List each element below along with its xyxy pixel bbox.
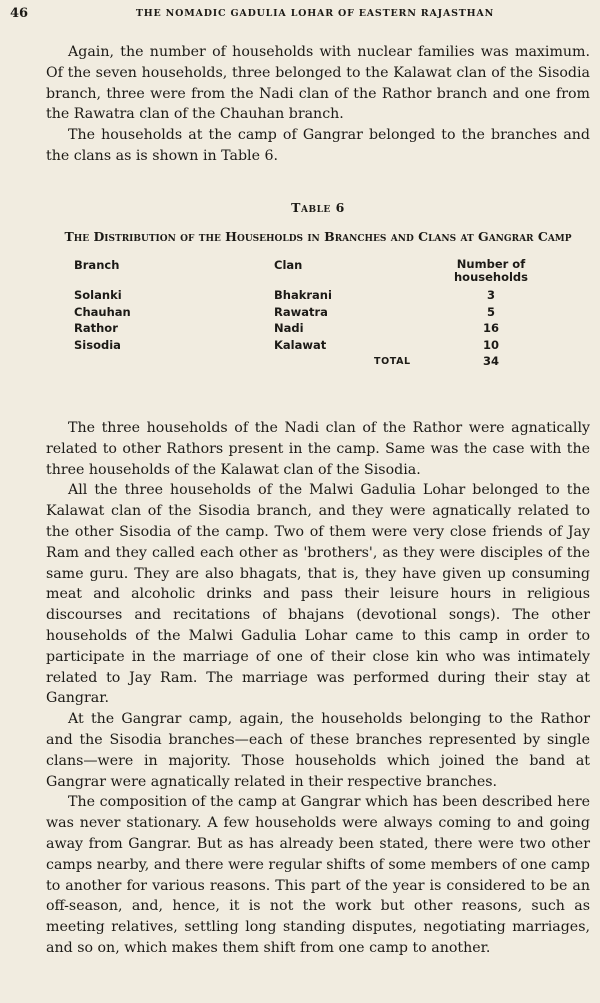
cell-clan: Nadi xyxy=(274,321,304,335)
page-header xyxy=(10,6,590,22)
cell-branch: Rathor xyxy=(74,321,118,335)
paragraph: All the three households of the Malwi Gadulia Lohar belonged to the Kalawat clan of the Sisodia branch, and they were agnatically related to the other Sisodia of the camp. Two of them were very close friends of Jay Ram and they called each other as 'brothers', as they were disciples of the same guru. They are also bhagats, that is, they have given up consuming meat and alcoholic drinks and pass their leisure hours in religious discourses and recitations of bhajans (devotional songs). The other households of the Malwi Gadulia Lohar came to this camp in order to participate in the marriage of one of their close kin who was intimately related to Jay Ram. The marriage was performed during their stay at Gangrar. xyxy=(46,482,590,707)
table-row xyxy=(46,338,590,355)
top-text xyxy=(46,42,590,167)
table-label: Table 6 xyxy=(291,200,345,215)
table-6 xyxy=(46,200,590,370)
cell-number: 5 xyxy=(486,304,495,319)
cell-branch: Sisodia xyxy=(74,337,121,352)
running-head: THE NOMADIC GADULIA LOHAR OF EASTERN RAJASTHAN xyxy=(135,8,495,19)
header-number: Number of households xyxy=(453,257,529,284)
paragraph: Again, the number of households with nuclear families was maximum. Of the seven households, three belonged to the Kalawat clan of the Sisodia branch, three were from the Nadi clan of the Rathor branch and one from the Rawatra clan of the Chauhan branch. xyxy=(46,44,590,123)
paragraph: The composition of the camp at Gangrar which has been described here was never stationary. A few households were always coming to and going away from Gangrar. But as has already been stated, there were two other camps nearby, and there were regular shifts of some members of one camp to another for various reasons. This part of the year is considered to be an off-season, and, hence, it is not the work but other reasons, such as meeting relatives, settling long standing disputes, negotiating marriages, and so on, which makes them shift from one camp to another. xyxy=(46,794,590,956)
distribution-table xyxy=(46,258,590,370)
table-caption: The Distribution of the Households in Branches and Clans at Gangrar Camp xyxy=(64,229,572,244)
cell-branch: Solanki xyxy=(74,288,122,302)
page-number: 46 xyxy=(10,6,29,21)
cell-number: 10 xyxy=(482,337,499,352)
table-total-row xyxy=(46,354,590,370)
paragraph: The three households of the Nadi clan of the Rathor were agnatically related to other Rathors present in the camp. Same was the case with the three households of the Kalawat clan of the Sisodia. xyxy=(46,420,590,478)
table-header-row xyxy=(46,258,590,288)
table-row xyxy=(46,305,590,322)
cell-number: 16 xyxy=(482,321,499,335)
header-branch: Branch xyxy=(74,258,120,272)
table-row xyxy=(46,321,590,338)
total-label: TOTAL xyxy=(374,356,411,367)
paragraph: The households at the camp of Gangrar belonged to the branches and the clans as is shown in Table 6. xyxy=(46,127,590,164)
paragraph: At the Gangrar camp, again, the households belonging to the Rathor and the Sisodia branches—each of these branches represented by single clans—were in majority. Those households which joined the band at Gangrar were agnatically related in their respective branches. xyxy=(46,711,590,790)
header-clan: Clan xyxy=(274,258,303,272)
cell-branch: Chauhan xyxy=(74,304,131,319)
bottom-text xyxy=(46,418,590,959)
cell-clan: Bhakrani xyxy=(274,288,332,302)
cell-clan: Rawatra xyxy=(274,304,328,319)
table-row xyxy=(46,288,590,305)
cell-number: 3 xyxy=(486,288,495,302)
total-value: 34 xyxy=(482,354,499,368)
cell-clan: Kalawat xyxy=(274,337,327,352)
